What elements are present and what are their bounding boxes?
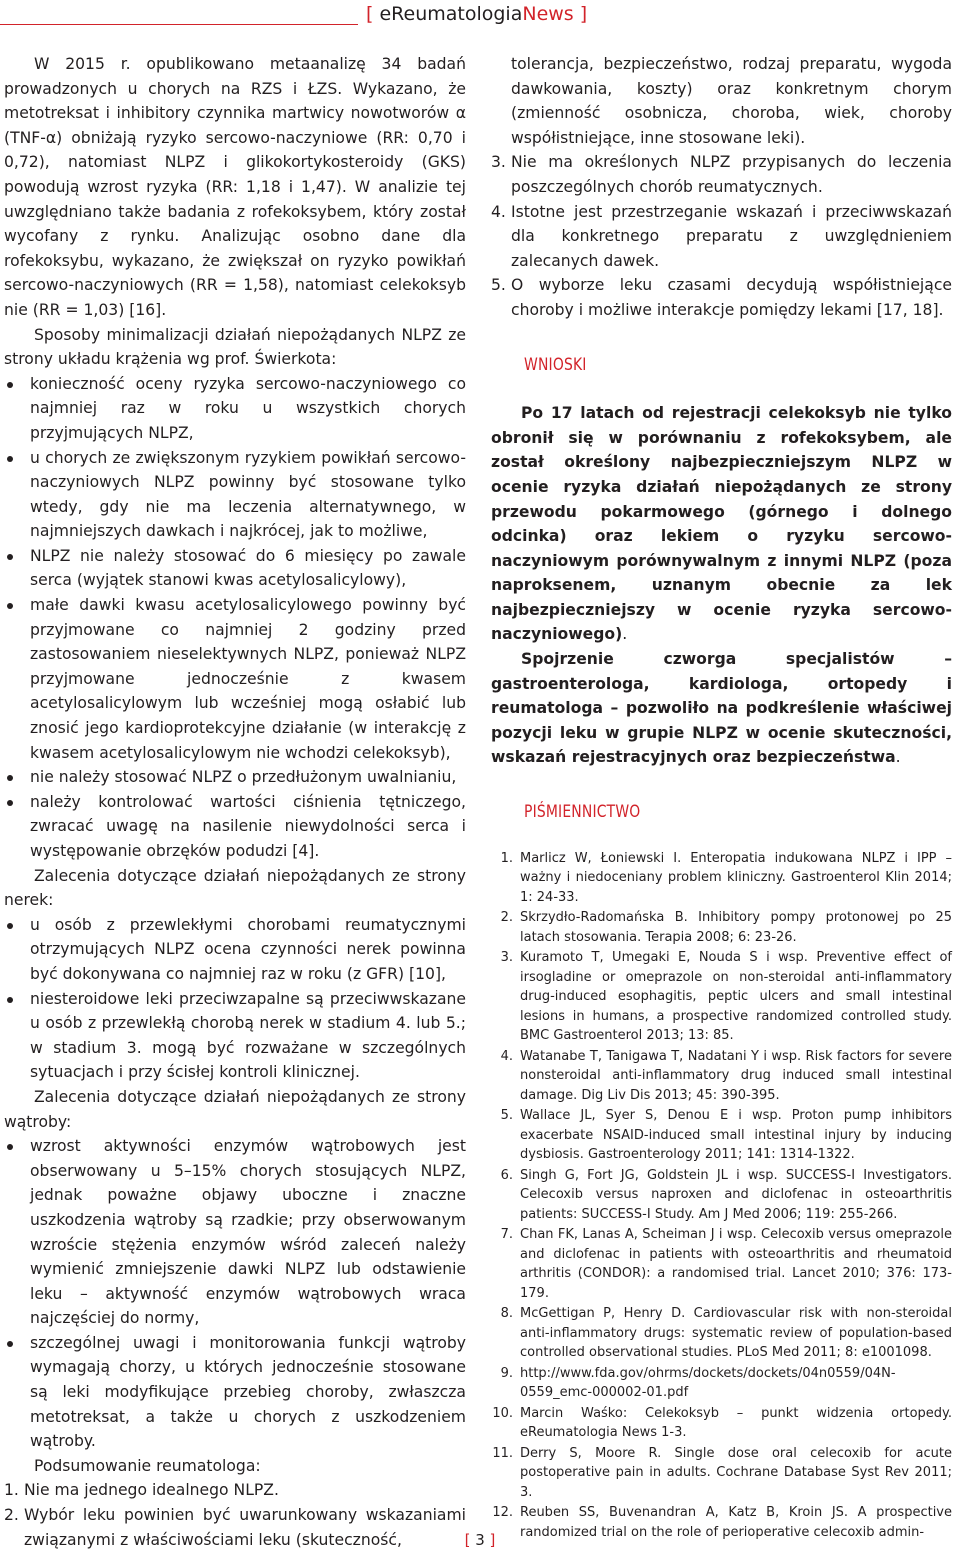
liver-bullet-list (4, 1134, 466, 1454)
reference-number: 11. (492, 1445, 513, 1461)
list-item: należy kontrolować wartości ciśnienia tętniczego, zwracać uwagę na nasilenie niewydolności serca i występowanie obrzęków podudzi [4]. (4, 790, 466, 864)
reference-text: Singh G, Fort JG, Goldstein JL i wsp. SUCCESS-I Investigators. Celecoxib versus naproxen and diclofenac in osteoarthritis patients: SUCCESS-I Study. Am J Med 2006; 119: 255-266. (520, 1167, 952, 1222)
reference-number: 12. (492, 1505, 513, 1521)
page-bracket-open: [ (464, 1531, 471, 1549)
reference-text: McGettigan P, Henry D. Cardiovascular risk with non-steroidal anti-inflammatory drugs: systematic review of population-based controlled observational studies. PLoS Med 2011; 8: e1001098. (520, 1306, 952, 1361)
list-item: konieczność oceny ryzyka sercowo-naczyniowego co najmniej raz w roku u wszystkich chorych przyjmujących NLPZ, (4, 372, 466, 446)
masthead-bracket-close: ] (579, 3, 588, 25)
conclusions-heading: WNIOSKI (524, 354, 587, 375)
page-header (0, 0, 960, 30)
list-item: nie należy stosować NLPZ o przedłużonym uwalnianiu, (4, 765, 466, 790)
list-item (4, 1478, 466, 1503)
reference-item (491, 1166, 952, 1225)
list-item: u osób z przewlekłymi chorobami reumatycznymi otrzymujących NLPZ ocena czynności nerek powinna być dokonywana co najmniej raz w roku (z GFR) [10], (4, 913, 466, 987)
reference-text: Skrzydło-Radomańska B. Inhibitory pompy protonowej po 25 latach stosowania. Terapia 2008; 6: 23-26. (520, 910, 952, 945)
paragraph-cardio-intro: Sposoby minimalizacji działań niepożądanych NLPZ ze strony układu krążenia wg prof. Świerkota: (4, 325, 466, 369)
header-rule (0, 24, 358, 25)
list-text: Wybór leku powinien być uwarunkowany wskazaniami związanymi z właściwościami leku (skuteczność, (24, 1506, 466, 1549)
reference-text: Reuben SS, Buvenandran A, Katz B, Kroin JS. A prospective randomized trial on the role of perioperative celecoxib admin- (520, 1505, 952, 1540)
list-item: wzrost aktywności enzymów wątrobowych jest obserwowany u 5–15% chorych stosujących NLPZ, jednak poważne objawy uboczne i znaczne uszkodzenia wątroby są rzadkie; przy obserwowanym wzroście stężenia enzymów wśród zaleceń należy wymienić zmniejszenie dawki NLPZ lub odstawienie leku – aktywność enzymów wątrobowych wraca najczęściej do normy, (4, 1134, 466, 1331)
conclusions-period-2: . (895, 748, 901, 767)
reference-number: 10. (492, 1405, 513, 1421)
paragraph-summary-intro: Podsumowanie reumatologa: (34, 1456, 261, 1475)
cardio-bullet-list (4, 372, 466, 864)
reference-number: 6. (500, 1167, 513, 1183)
reference-number: 7. (500, 1227, 513, 1243)
list-number: 2. (4, 1506, 19, 1525)
reference-item (491, 1364, 952, 1403)
conclusions-section (491, 401, 952, 770)
reference-number: 2. (500, 910, 513, 926)
reference-item (491, 1304, 952, 1363)
list-number: 5. (491, 276, 506, 295)
reference-number: 4. (500, 1048, 513, 1064)
references-heading: PIŚMIENNICTWO (524, 802, 641, 823)
reference-text: Kuramoto T, Umegaki E, Nouda S i wsp. Preventive effect of irsogladine or omeprazole on non-steroidal anti-inflammatory drug-induced esophagitis, peptic ulcers and small intestinal lesions in humans, a prospective randomized controlled study. BMC Gastroenterol 2013; 13: 85. (520, 950, 952, 1044)
list-number: 4. (491, 202, 506, 221)
conclusions-text-1: Po 17 latach od rejestracji celekoksyb nie tylko obronił się w porównaniu z rofekoksybem, ale został określony najbezpieczniejszym NLPZ w ocenie ryzyka działań niepożądanych ze strony przewodu pokarmowego (górnego i dolnego odcinka) oraz lekiem o ryzyku sercowo-naczyniowym porównywalnym z innymi NLPZ (poza naproksenem, uznanym obecnie za lek najbezpieczniejszy w ocenie ryzyka sercowo-naczyniowego) (491, 404, 952, 644)
reference-text: Derry S, Moore R. Single dose oral celecoxib for acute postoperative pain in adults. Cochrane Database Syst Rev 2011; 3. (520, 1445, 952, 1500)
reference-text: Marcin Waśko: Celekoksyb – punkt widzenia ortopedy. eReumatologia News 1-3. (520, 1405, 952, 1441)
reference-item (491, 1106, 952, 1165)
conclusions-paragraph-1 (491, 401, 952, 647)
masthead-bracket-open: [ (366, 3, 374, 25)
list-item: NLPZ nie należy stosować do 6 miesięcy po zawale serca (wyjątek stanowi kwas acetylosalicylowy), (4, 544, 466, 593)
reference-number: 1. (500, 850, 513, 866)
summary-continuation: tolerancja, bezpieczeństwo, rodzaj preparatu, wygoda dawkowania, koszty) oraz konkretnym chorym (zmienność osobnicza, choroba, wiek, choroby współistniejące, inne stosowane leki). (511, 55, 952, 147)
list-item: szczególnej uwagi i monitorowania funkcji wątroby wymagają chorzy, u których jednocześnie stosowane są leki modyfikujące przebieg choroby, zwłaszcza metotreksat, a także u chorych z uszkodzeniem wątroby. (4, 1331, 466, 1454)
reference-item (491, 1444, 952, 1503)
kidney-bullet-list (4, 913, 466, 1085)
masthead-prefix: eReumatologia (379, 3, 523, 25)
reference-number: 3. (500, 950, 513, 966)
list-text: O wyborze leku czasami decydują współistniejące choroby i możliwe interakcje pomiędzy lekami [17, 18]. (511, 276, 952, 319)
references-list (491, 849, 952, 1543)
reference-number: 9. (500, 1365, 513, 1381)
list-item: u chorych ze zwiększonym ryzykiem powikłań sercowo-naczyniowych NLPZ powinny być stosowane tylko wtedy, gdy nie ma leczenia alternatywnego, w najmniejszych dawkach i najkrócej, jak to możliwe, (4, 446, 466, 544)
reference-link[interactable]: http://www.fda.gov/ohrms/dockets/dockets/04n0559/04N-0559_emc-000002-01.pdf (520, 1365, 896, 1401)
list-text: Nie ma określonych NLPZ przypisanych do leczenia poszczególnych chorób reumatycznych. (511, 153, 952, 196)
list-item (491, 150, 952, 199)
list-text: Nie ma jednego idealnego NLPZ. (24, 1481, 279, 1500)
reference-item (491, 849, 952, 908)
paragraph-liver-intro: Zalecenia dotyczące działań niepożądanych ze strony wątroby: (4, 1087, 466, 1131)
reference-number: 5. (500, 1108, 513, 1124)
page-number (0, 1530, 960, 1550)
list-item: niesteroidowe leki przeciwzapalne są przeciwwskazane u osób z przewlekłą chorobą nerek w stadium 4. lub 5.; w stadium 3. mogą być rozważane w szczególnych sytuacjach i przy ścisłej kontroli klinicznej. (4, 987, 466, 1085)
paragraph-kidney-intro: Zalecenia dotyczące działań niepożądanych ze strony nerek: (4, 866, 466, 910)
reference-item (491, 948, 952, 1046)
reference-text: Watanabe T, Tanigawa T, Nadatani Y i wsp. Risk factors for severe nonsteroidal anti-inflammatory drug induced small intestinal damage. Dig Liv Dis 2013; 45: 390-395. (520, 1048, 952, 1103)
page-number-value: 3 (475, 1531, 485, 1549)
right-column (491, 52, 952, 1543)
reference-text: Chan FK, Lanas A, Scheiman J i wsp. Celecoxib versus omeprazole and diclofenac in patients with osteoarthritis and rheumatoid arthritis (CONDOR): a randomised trial. Lancet 2010; 376: 173-179. (520, 1227, 952, 1301)
masthead (366, 2, 587, 26)
reference-item (491, 908, 952, 947)
list-item (491, 200, 952, 274)
list-text: Istotne jest przestrzeganie wskazań i przeciwwskazań dla konkretnego preparatu z uwzględnieniem zalecanych dawek. (511, 202, 952, 270)
reference-item (491, 1225, 952, 1303)
summary-list-continued (491, 150, 952, 322)
page-bracket-close: ] (489, 1531, 496, 1549)
list-number: 3. (491, 153, 506, 172)
list-number: 1. (4, 1481, 19, 1500)
list-item: małe dawki kwasu acetylosalicylowego powinny być przyjmowane co najmniej 2 godziny przed zastosowaniem nieselektywnych NLPZ, ponieważ NLPZ przyjmowane jednocześnie z kwasem acetylosalicylowym lub wcześniej mogą osłabić lub znosić jego kardioprotekcyjne działanie (w interakcję z kwasem acetylosalicylowym nie wchodzi celekoksyb), (4, 593, 466, 765)
conclusions-paragraph-2 (491, 647, 952, 770)
conclusions-period-1: . (622, 625, 628, 644)
paragraph-metaanalysis: W 2015 r. opublikowano metaanalizę 34 badań prowadzonych u chorych na RZS i ŁZS. Wykazano, że metotreksat i inhibitory czynnika martwicy nowotworów α (TNF-α) obniżają ryzyko sercowo-naczyniowe (RR: 0,70 i 0,72), natomiast NLPZ i glikokortykosteroidy (GKS) powodują wzrost ryzyka (RR: 1,18 i 1,47). W analizie tej uwzględniano także badania z rofekoksybem, który został wycofany z rynku. Analizując osobno dane dla rofekoksybu, wykazano, że zwiększał on ryzyko powikłań sercowo-naczyniowych (RR = 1,58), natomiast celekoksyb nie (RR = 1,03) [16]. (4, 55, 466, 319)
left-column (4, 52, 466, 1552)
masthead-suffix: News (522, 3, 574, 25)
reference-text: Marlicz W, Łoniewski I. Enteropatia indukowana NLPZ i IPP – ważny i niedoceniany problem kliniczny. Gastroenterol Klin 2014; 1: 24-33. (520, 850, 952, 905)
list-item (491, 273, 952, 322)
reference-item (491, 1047, 952, 1106)
conclusions-text-2: Spojrzenie czworga specjalistów – gastroenterologa, kardiologa, ortopedy i reumatologa – pozwoliło na podkreślenie właściwej pozycji leku w grupie NLPZ w ocenie skuteczności, wskazań rejestracyjnych oraz bezpieczeństwa (491, 650, 952, 767)
reference-item (491, 1404, 952, 1443)
reference-text: Wallace JL, Syer S, Denou E i wsp. Proton pump inhibitors exacerbate NSAID-induced small intestinal injury by inducing dysbiosis. Gastroenterology 2011; 141: 1314-1322. (520, 1108, 952, 1163)
reference-number: 8. (500, 1306, 513, 1322)
